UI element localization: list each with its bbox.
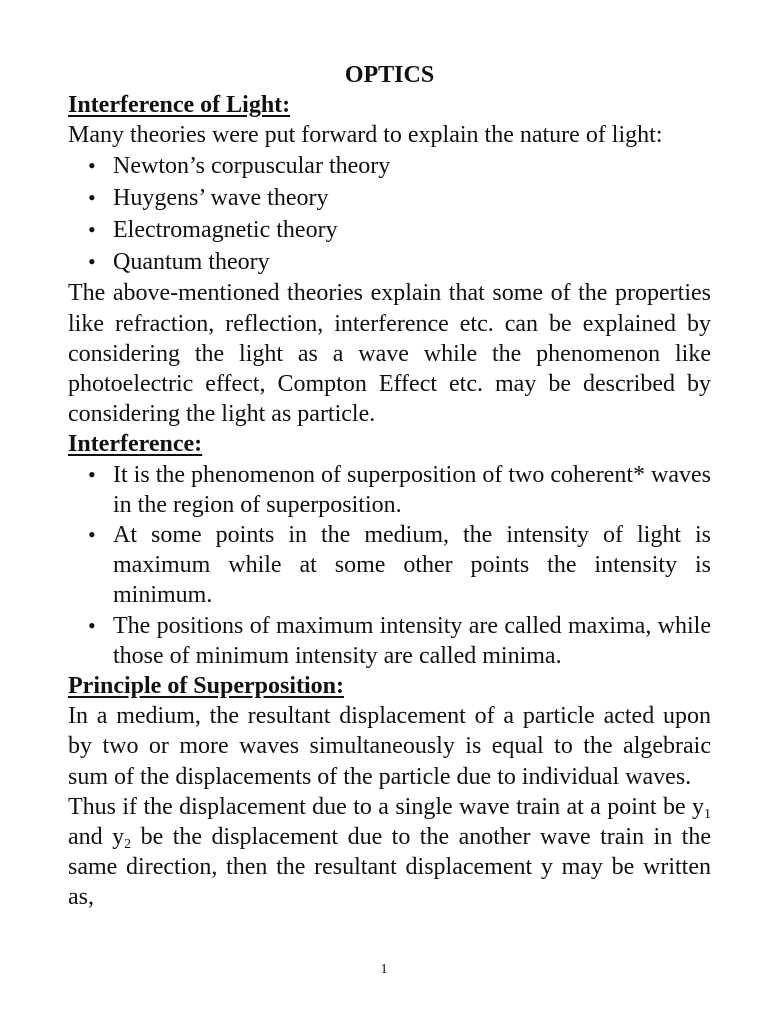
bullet-icon: •	[88, 461, 96, 487]
subscript-2: 2	[124, 837, 132, 853]
subscript-1: 1	[704, 806, 711, 822]
list-item: • Newton’s corpuscular theory	[68, 150, 711, 182]
theories-summary: The above-mentioned theories explain that some of the properties like refraction, reflection, interference etc. can be explained by considering the light as a wave while the phenomenon like photoelectric effect, Compton Effect etc. may be described by considering the light as particle.	[68, 280, 711, 428]
list-item: • It is the phenomenon of superposition of two coherent* waves in the region of superposition.	[88, 461, 711, 518]
list-item: • At some points in the medium, the intensity of light is maximum while at some other points the intensity is minimum.	[88, 522, 711, 609]
bullet-icon: •	[88, 153, 96, 179]
bullet-icon: •	[88, 217, 96, 243]
superposition-continuation: Thus if the displacement due to a single wave train at a point be $y_1$ and $y_2$ be the displacement due to the another wave train in the same direction, then the resultant displacement y may be written as,	[68, 793, 711, 911]
bullet-icon: •	[88, 249, 96, 275]
superposition-definition: In a medium, the resultant displacement of a particle acted upon by two or more waves simultaneously is equal to the algebraic sum of the displacements of the particle due to individual waves.	[68, 703, 711, 790]
heading-principle-of-superposition: Principle of Superposition:	[68, 673, 345, 700]
list-item: • Quantum theory	[68, 246, 711, 278]
heading-interference: Interference:	[68, 431, 203, 458]
list-item: • Electromagnetic theory	[68, 214, 711, 246]
theories-list	[68, 150, 711, 278]
bullet-icon: •	[88, 185, 96, 211]
bullet-icon: •	[88, 522, 96, 548]
heading-interference-of-light: Interference of Light:	[68, 92, 291, 118]
document-title: OPTICS	[344, 62, 435, 88]
interference-points	[68, 460, 711, 671]
theories-intro: Many theories were put forward to explain the nature of light:	[68, 122, 663, 149]
page-number: 1	[380, 962, 388, 977]
document-page	[68, 60, 711, 913]
list-item: • Huygens’ wave theory	[68, 182, 711, 214]
bullet-icon: •	[88, 612, 96, 638]
list-item: • The positions of maximum intensity are called maxima, while those of minimum intensity are called minima.	[88, 612, 711, 669]
